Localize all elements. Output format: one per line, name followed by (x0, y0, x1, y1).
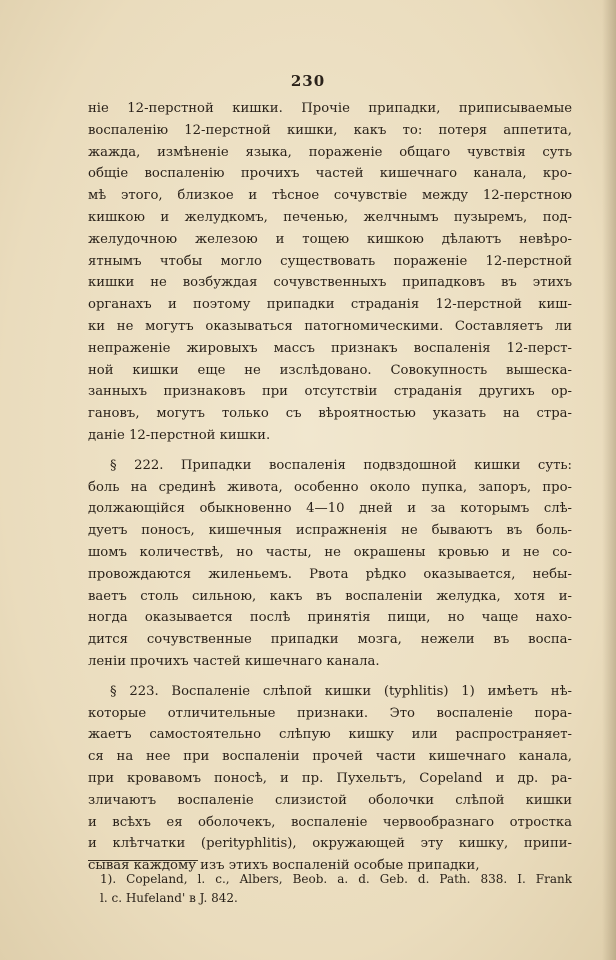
text-line: кишкою и желудкомъ, печенью, желчнымъ пузыремъ, под- (88, 209, 572, 225)
paragraph (88, 681, 572, 877)
text-line: которые отличительные признаки. Это воспаленіе пора- (88, 705, 572, 721)
text-line: ваетъ столь сильною, какъ въ воспаленіи желудка, хотя и- (88, 588, 572, 604)
text-line: зличаютъ воспаленіе слизистой оболочки слѣпой кишки (88, 792, 572, 808)
paragraph (88, 455, 572, 673)
text-line: ятнымъ чтобы могло существовать пораженіе 12-перстной (88, 253, 572, 269)
text-line: гановъ, могутъ только съ вѣроятностью указать на стра- (88, 406, 572, 422)
footnote-separator (88, 860, 198, 861)
text-line: боль на срединѣ живота, особенно около пупка, запоръ, про- (88, 479, 572, 495)
text-line: ногда оказывается послѣ принятія пищи, но чаще нахо- (88, 610, 572, 626)
text-line: желудочною железою и тощею кишкою дѣлаютъ невѣро- (88, 231, 572, 247)
text-line: ной кишки еще не изслѣдовано. Совокупность вышеска- (88, 362, 572, 378)
text-line: § 223. Воспаленіе слѣпой кишки (typhlitis) 1) имѣетъ нѣ- (110, 683, 572, 699)
text-line: ся на нее при воспаленіи прочей части кишечнаго канала, (88, 749, 572, 765)
text-line: и клѣтчатки (perityphlitis), окружающей эту кишку, припи- (88, 836, 572, 852)
paragraph (88, 98, 572, 447)
text-line: общіе воспаленію прочихъ частей кишечнаго канала, кро- (88, 166, 572, 182)
text-line: даніе 12-перстной кишки. (88, 427, 271, 443)
page-number: 230 (290, 72, 326, 90)
text-line: § 222. Припадки воспаленія подвздошной кишки суть: (110, 457, 572, 473)
text-line: кишки не возбуждая сочувственныхъ припадковъ въ этихъ (88, 275, 572, 291)
text-line: воспаленію 12-перстной кишки, какъ то: потеря аппетита, (88, 122, 572, 138)
text-line: ніе 12-перстной кишки. Прочіе припадки, приписываемые (88, 101, 572, 116)
text-line: должающійся обыкновенно 4—10 дней и за которымъ слѣ- (88, 501, 572, 517)
text-line: дуетъ поносъ, кишечныя испражненія не бываютъ въ боль- (88, 523, 572, 539)
text-line: ки не могутъ оказываться патогномическими. Составляетъ ли (88, 318, 572, 334)
footnote-line: 1). Copeland, l. c., Albers, Beob. a. d. Geb. d. Path. 838. I. Frank (100, 872, 572, 886)
text-line: жаетъ самостоятельно слѣпую кишку или распространяет- (88, 727, 572, 743)
text-line: и всѣхъ ея оболочекъ, воспаленіе червообразнаго отростка (88, 814, 572, 830)
text-line: шомъ количествѣ, но часты, не окрашены кровью и не со- (88, 544, 572, 560)
text-line: мѣ этого, близкое и тѣсное сочувствіе между 12-перстною (88, 188, 572, 204)
text-line: жажда, измѣненіе языка, пораженіе общаго чувствія суть (88, 144, 572, 160)
text-line: провождаются жиленьемъ. Рвота рѣдко оказывается, небы- (88, 566, 572, 582)
text-line: сывая каждому изъ этихъ воспаленій особые припадки, (88, 858, 480, 874)
footnote-line: l. c. Hufeland' в J. 842. (100, 891, 238, 905)
text-line: занныхъ признаковъ при отсутствіи страданія другихъ ор- (88, 384, 572, 400)
text-line: непраженіе жировыхъ массъ признакъ воспаленія 12-перст- (88, 340, 572, 356)
text-line: при кровавомъ поносѣ, и пр. Пухельтъ, Copeland и др. ра- (88, 770, 572, 786)
text-line: леніи прочихъ частей кишечнаго канала. (88, 653, 380, 669)
text-line: органахъ и поэтому припадки страданія 12-перстной киш- (88, 297, 572, 313)
page-spine-shadow (602, 0, 616, 960)
text-line: дится сочувственные припадки мозга, нежели въ воспа- (88, 632, 572, 648)
body-text (88, 98, 572, 885)
footnote (100, 870, 572, 908)
